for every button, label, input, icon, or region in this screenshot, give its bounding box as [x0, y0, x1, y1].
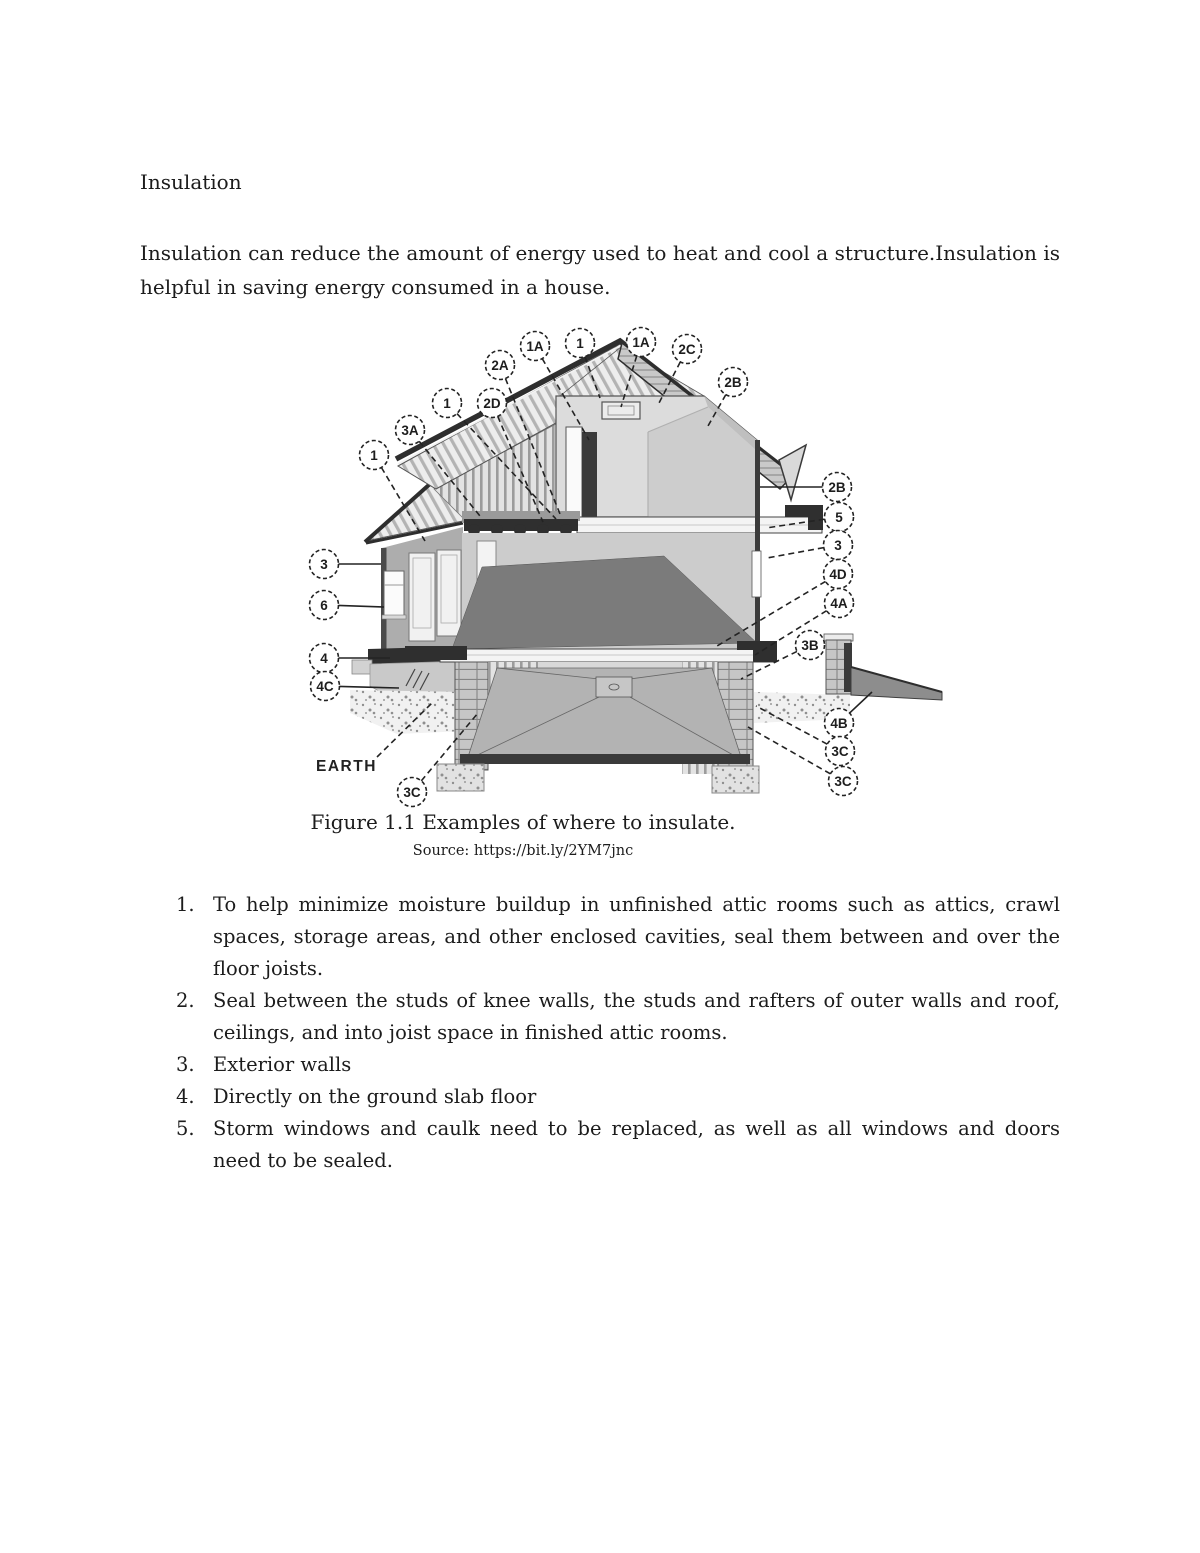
callout-label-3: 3	[834, 537, 842, 553]
list-item-number: 2.	[176, 989, 195, 1012]
list-item-number: 4.	[176, 1085, 195, 1108]
callout-label-1: 1	[443, 395, 451, 411]
callout-label-3a: 3A	[401, 422, 419, 438]
list-item	[176, 889, 1060, 985]
page-title: Insulation	[140, 170, 242, 194]
callout-label-1a: 1A	[526, 338, 544, 354]
callout-label-3: 3	[320, 556, 328, 572]
insulation-figure	[295, 325, 950, 815]
callout-label-3c: 3C	[834, 773, 852, 789]
callout-label-3b: 3B	[801, 637, 819, 653]
list-item	[176, 1113, 1060, 1177]
intro-paragraph: Insulation can reduce the amount of energy used to heat and cool a structure.Insulation is helpful in saving energy consumed in a house.	[140, 241, 1060, 299]
figure-caption: Figure 1.1 Examples of where to insulate.	[310, 810, 736, 834]
insulation-list	[176, 889, 1060, 1177]
wing-window	[384, 571, 404, 617]
list-item-text: Directly on the ground slab floor	[213, 1085, 537, 1108]
callout-label-1a: 1A	[632, 334, 650, 350]
callout-label-4: 4	[320, 650, 328, 666]
callout-leader-6	[338, 605, 384, 607]
earth-label: EARTH	[316, 758, 377, 775]
list-item-number: 5.	[176, 1117, 195, 1140]
callout-label-2d: 2D	[483, 395, 501, 411]
detail-slab	[851, 667, 942, 700]
callout-label-4d: 4D	[829, 566, 847, 582]
callout-label-3c: 3C	[403, 784, 421, 800]
list-item-text: Storm windows and caulk need to be replaced, as well as all windows and doors need to be sealed.	[213, 1117, 1060, 1172]
callout-label-2c: 2C	[678, 341, 696, 357]
callout-label-6: 6	[320, 597, 328, 613]
figure-source: Source: https://bit.ly/2YM7jnc	[412, 843, 634, 859]
list-item-text: To help minimize moisture buildup in unfinished attic rooms such as attics, crawl spaces, storage areas, and other enclosed cavities, seal them between and over the floor joists.	[213, 893, 1060, 980]
callout-leader-3c	[748, 727, 830, 774]
gable-overhang	[779, 445, 806, 500]
callout-label-4a: 4A	[830, 595, 848, 611]
callout-label-2b: 2B	[828, 479, 846, 495]
callout-label-2b: 2B	[724, 374, 742, 390]
callout-label-1: 1	[370, 447, 378, 463]
callout-label-3c: 3C	[831, 743, 849, 759]
callout-label-5: 5	[835, 509, 843, 525]
callout-label-4b: 4B	[830, 715, 848, 731]
house-cutaway-diagram	[295, 325, 950, 815]
callout-label-2a: 2A	[491, 357, 509, 373]
callout-leader-3	[767, 548, 824, 558]
list-item	[176, 1081, 1060, 1113]
list-item-text: Exterior walls	[213, 1053, 352, 1076]
list-item-number: 3.	[176, 1053, 195, 1076]
callout-label-4c: 4C	[316, 678, 334, 694]
list-item-text: Seal between the studs of knee walls, the studs and rafters of outer walls and roof, ceilings, and into joist space in finished attic rooms.	[213, 989, 1060, 1044]
list-item	[176, 1049, 1060, 1081]
list-item	[176, 985, 1060, 1049]
callout-label-1: 1	[576, 335, 584, 351]
list-item-number: 1.	[176, 893, 195, 916]
attic-wall-section	[582, 432, 597, 517]
